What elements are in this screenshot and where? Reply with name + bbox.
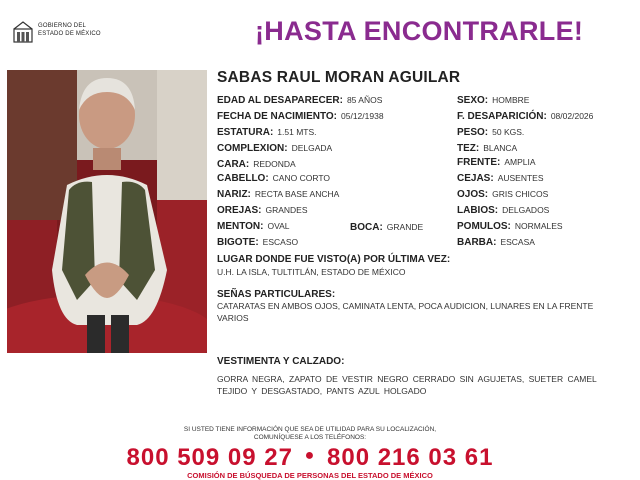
field-forehead: FRENTE: AMPLIA — [457, 157, 536, 168]
field-eyebrows: CEJAS: AUSENTES — [457, 173, 544, 184]
field-complexion: TEZ: BLANCA — [457, 143, 518, 154]
field-age: EDAD AL DESAPARECER: 85 AÑOS — [217, 95, 383, 106]
field-hair: CABELLO: CANO CORTO — [217, 173, 330, 184]
field-eyes: OJOS: GRIS CHICOS — [457, 189, 549, 200]
state-emblem-icon — [12, 20, 34, 44]
field-mustache: BIGOTE: ESCASO — [217, 237, 299, 248]
field-height: ESTATURA: 1.51 MTS. — [217, 127, 317, 138]
field-weight: PESO: 50 KGS. — [457, 127, 525, 138]
footer-note-line-1: SI USTED TIENE INFORMACIÓN QUE SEA DE UTILIDAD PARA SU LOCALIZACIÓN, — [183, 426, 437, 433]
field-cheekbones: POMULOS: NORMALES — [457, 221, 563, 232]
phone-numbers — [0, 444, 620, 472]
commission-name: COMISIÓN DE BÚSQUEDA DE PERSONAS DEL ESTADO DE MÉXICO — [187, 471, 433, 480]
field-build: COMPLEXION: DELGADA — [217, 143, 333, 154]
clothing-text: GORRA NEGRA, ZAPATO DE VESTIR NEGRO CERRADO SIN AGUJETAS, SUETER CAMEL TEJIDO Y DESGASTADO, PANTS AZUL HOLGADO — [217, 374, 597, 396]
features-text: CATARATAS EN AMBOS OJOS, CAMINATA LENTA, POCA AUDICION, LUNARES EN LA FRENTE VARIOS — [217, 301, 594, 323]
footer-note-line-2: COMUNÍQUESE A LOS TELÉFONOS: — [253, 434, 367, 441]
field-mouth: BOCA: GRANDE — [350, 222, 424, 233]
field-ears: OREJAS: GRANDES — [217, 205, 308, 216]
last-seen-text: U.H. LA ISLA, TULTITLÁN, ESTADO DE MÉXICO — [217, 267, 406, 277]
field-birth-date: FECHA DE NACIMIENTO: 05/12/1938 — [217, 111, 384, 122]
phone-number-2: 800 216 03 61 — [327, 444, 494, 471]
field-face: CARA: REDONDA — [217, 159, 296, 170]
clothing-label: VESTIMENTA Y CALZADO: — [217, 356, 345, 367]
gov-line-1: GOBIERNO DEL — [38, 23, 87, 29]
field-chin: MENTON: OVAL — [217, 221, 290, 232]
last-seen-label: LUGAR DONDE FUE VISTO(A) POR ÚLTIMA VEZ: — [217, 254, 451, 265]
headline: ¡HASTA ENCONTRARLE! — [255, 16, 584, 46]
field-beard: BARBA: ESCASA — [457, 237, 535, 248]
field-sex: SEXO: HOMBRE — [457, 95, 530, 106]
missing-person-photo — [7, 70, 207, 353]
person-name: SABAS RAUL MORAN AGUILAR — [217, 69, 461, 86]
government-logo — [12, 20, 122, 46]
field-disappearance-date: F. DESAPARICIÓN: 08/02/2026 — [457, 111, 594, 122]
field-nose: NARIZ: RECTA BASE ANCHA — [217, 189, 340, 200]
phone-number-1: 800 509 09 27 — [126, 444, 293, 471]
features-label: SEÑAS PARTICULARES: — [217, 289, 336, 300]
field-lips: LABIOS: DELGADOS — [457, 205, 550, 216]
gov-line-2: ESTADO DE MÉXICO — [38, 30, 101, 37]
bullet-icon: ● — [304, 446, 316, 464]
footer-note — [0, 426, 620, 442]
